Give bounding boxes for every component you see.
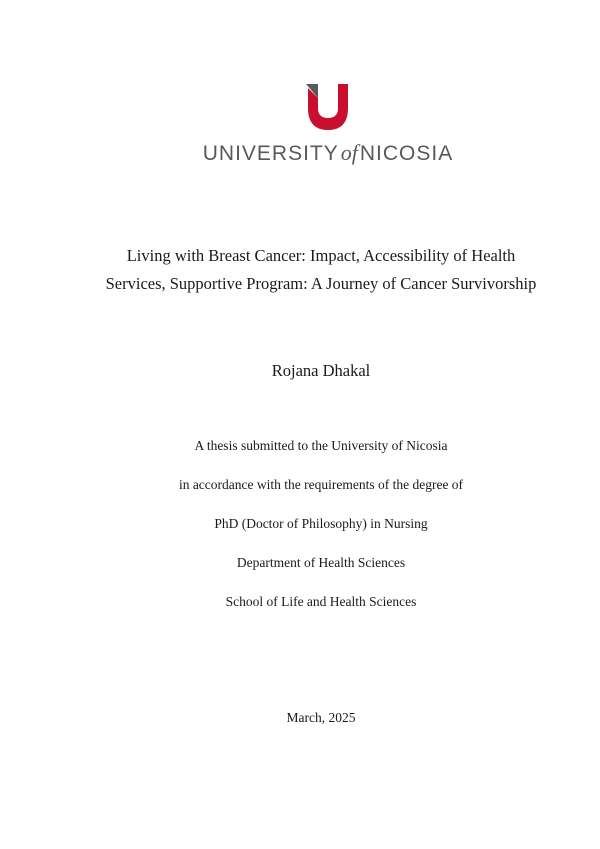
submission-date: March, 2025 bbox=[286, 710, 356, 725]
thesis-title-line-1: Living with Breast Cancer: Impact, Accessibility of Health bbox=[126, 246, 516, 265]
wordmark-of: of bbox=[340, 140, 358, 165]
wordmark-nicosia: NICOSIA bbox=[359, 142, 454, 165]
author-name: Rojana Dhakal bbox=[271, 361, 371, 380]
school-name: School of Life and Health Sciences bbox=[225, 594, 417, 609]
wordmark-university: UNIVERSITY bbox=[202, 142, 339, 165]
degree-name: PhD (Doctor of Philosophy) in Nursing bbox=[214, 516, 428, 531]
degree-requirements: in accordance with the requirements of the degree of bbox=[178, 477, 464, 492]
thesis-title-line-2: Services, Supportive Program: A Journey of Cancer Survivorship bbox=[105, 274, 537, 293]
department-name: Department of Health Sciences bbox=[236, 555, 406, 570]
university-wordmark bbox=[0, 140, 600, 166]
submission-statement: A thesis submitted to the University of Nicosia bbox=[194, 438, 448, 453]
university-emblem-icon bbox=[306, 84, 350, 130]
